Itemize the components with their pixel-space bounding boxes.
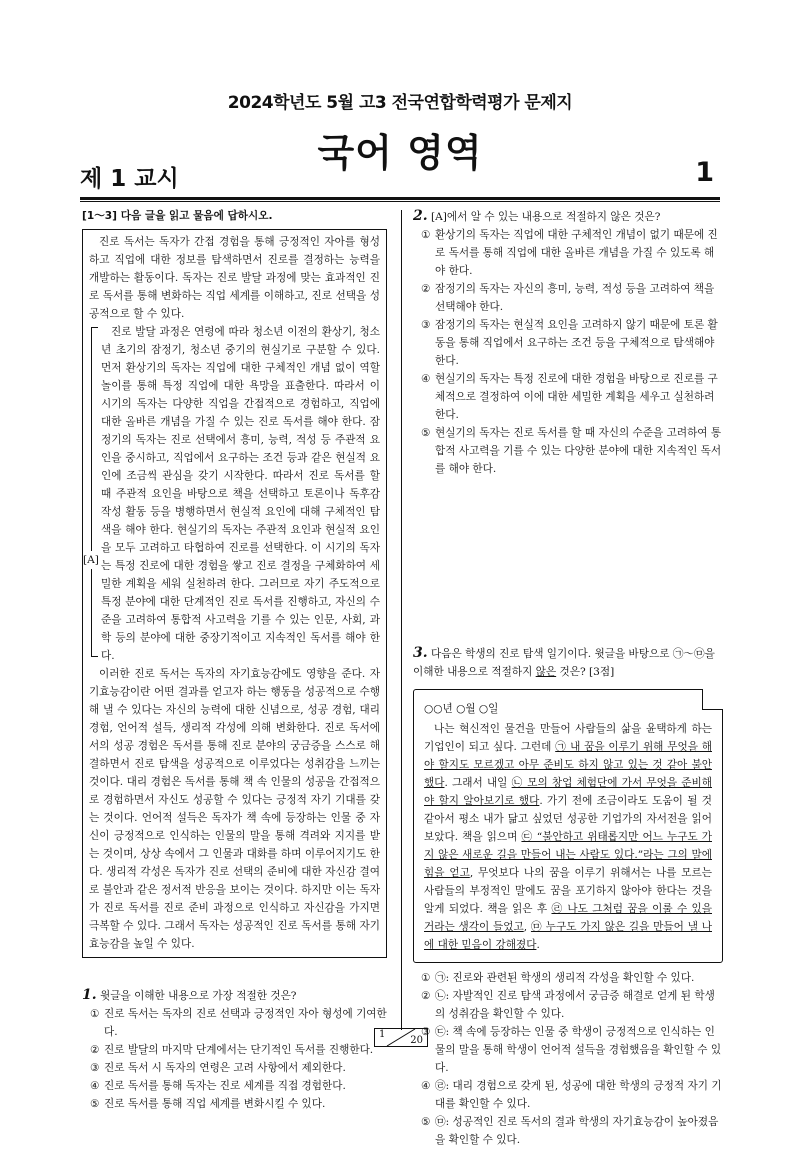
q3-option-3-mark: ③ (421, 1026, 431, 1038)
header-rule-thin (80, 201, 720, 202)
q2-option-3[interactable] (413, 316, 723, 370)
q1-option-1-mark: ① (90, 1008, 100, 1020)
q2-option-1[interactable] (413, 226, 723, 280)
question-1-stem: 윗글을 이해한 내용으로 가장 적절한 것은? (100, 990, 297, 1002)
section-a-label: [A] (83, 551, 99, 569)
column-divider (401, 210, 402, 1030)
question-2-number: 2. (413, 208, 428, 224)
q3-option-2-mark: ② (421, 990, 431, 1002)
question-2 (413, 207, 723, 478)
q3-option-5[interactable] (413, 1113, 723, 1149)
q1-option-1[interactable] (82, 1005, 387, 1041)
q1-option-2-text: 진로 발달의 마지막 단계에서는 단기적인 독서를 진행한다. (104, 1044, 374, 1056)
question-3-stem-a: 다음은 학생의 진로 탐색 일기이다. 윗글을 바탕으로 ㉠～㉤을 이해한 내용으로 적절하지 (413, 648, 715, 678)
q1-option-2-mark: ② (90, 1044, 100, 1056)
q2-option-5-text: 현실기의 독자는 진로 독서를 할 때 자신의 수준을 고려하여 통합적 사고력을 기를 수 있는 다양한 분야에 대한 지속적인 독서를 해야 한다. (435, 427, 722, 475)
q2-option-2-mark: ② (421, 283, 431, 295)
reading-passage (82, 229, 387, 958)
diary-underline-a: ㉠ 내 꿈을 이루기 위해 무엇을 해야 할지도 모르겠고 아무 준비도 하지 않고 있는 것 같아 불안했다 (424, 741, 712, 789)
passage-paragraph-1: 진로 독서는 독자가 간접 경험을 통해 긍정적인 자아를 형성하고 직업에 대한 정보를 탐색하면서 진로를 결정하는 능력을 개발하는 활동이다. 독자는 진로 발달 과정에 맞는 효과적인 진로 독서를 통해 변화하는 직업 세계를 이해하고, 진로 선택을 성공적으로 할 수 있다. (89, 236, 380, 320)
q3-option-5-text: ㉤: 성공적인 진로 독서의 결과 학생의 자기효능감이 높아졌음을 확인할 수 있다. (435, 1116, 719, 1146)
diary-text-4: , 무엇보다 나의 꿈을 이루기 위해서는 나를 모르는 사람들의 부정적인 말에도 꿈을 포기하지 않아야 한다는 것을 알게 되었다. 책을 읽은 후 (424, 867, 712, 915)
q3-option-5-mark: ⑤ (421, 1116, 431, 1128)
q1-option-4-mark: ④ (90, 1080, 100, 1092)
page-indicator (374, 1028, 428, 1047)
q2-option-1-mark: ① (421, 229, 431, 241)
q2-option-3-mark: ③ (421, 319, 431, 331)
q3-option-2-text: ㉡: 자발적인 진로 탐색 과정에서 궁금증 해결로 얻게 된 학생의 성취감을 확인할 수 있다. (435, 990, 715, 1020)
q2-option-4-text: 현실기의 독자는 특정 진로에 대한 경험을 바탕으로 진로를 구체적으로 결정하여 이에 대한 세밀한 계획을 세우고 실천하려 한다. (435, 373, 718, 421)
passage-paragraph-3: 이러한 진로 독서는 독자의 자기효능감에도 영향을 준다. 자기효능감이란 어떤 결과를 얻고자 하는 행동을 성공적으로 수행해 낼 수 있다는 자신의 능력에 대한 신념으로, 성공 경험, 대리 경험, 언어적 설득, 생리적 각성에 의해 변화한다. 진로 독서에서의 성공 경험은 독서를 통해 진로 분야의 궁금증을 스스로 해결하면서 진로 탐색을 성공적으로 이루었다는 성취감을 느끼는 것이다. 대리 경험은 독서를 통해 책 속 인물의 성공을 간접적으로 경험하면서 자신도 성공할 수 있다는 긍정적 자기 기대를 갖는 것이다. 언어적 설득은 독자가 책 속에 등장하는 인물 중 자신이 긍정적으로 인식하는 인물의 말을 통해 격려와 지지를 받는 것이며, 상상 속에서 그 인물과 대화를 하며 이루어지기도 한다. 생리적 각성은 독자가 진로 선택의 준비에 대한 자신감 결여로 불안과 같은 정서적 반응을 보이는 것이다. 하지만 이는 독자가 진로 독서를 진로 준비 과정으로 인식하고 자신감을 가지면 극복할 수 있다. 그래서 독자는 성공적인 진로 독서를 통해 자기효능감을 높일 수 있다. (89, 668, 380, 950)
period-label: 제 1 교시 (80, 166, 179, 192)
question-1 (82, 986, 387, 1113)
q3-option-4-mark: ④ (421, 1080, 431, 1092)
question-3 (413, 644, 723, 1149)
diary-text-1: 나는 혁신적인 물건을 만들어 사람들의 삶을 윤택하게 하는 기업인이 되고 싶다. 그런데 (424, 723, 712, 753)
q3-option-4[interactable] (413, 1077, 723, 1113)
q2-option-5[interactable] (413, 424, 723, 478)
diary-underline-d: ㉣ 나도 그처럼 꿈을 이룰 수 있을 거라는 생각이 들었고 (424, 903, 712, 933)
q2-option-2-text: 잠정기의 독자는 자신의 흥미, 능력, 적성 등을 고려하여 책을 선택해야 한다. (435, 283, 715, 313)
exam-title: 국어 영역 (317, 131, 483, 175)
q2-option-5-mark: ⑤ (421, 427, 431, 439)
diary-date: ○○년 ○월 ○일 (424, 703, 499, 715)
page-indicator-total: 20 (410, 1035, 423, 1046)
q1-option-3-text: 진로 독서 시 독자의 연령은 고려 사항에서 제외한다. (104, 1062, 346, 1074)
q1-option-5[interactable] (82, 1095, 387, 1113)
q1-option-5-mark: ⑤ (90, 1098, 100, 1110)
q3-option-2[interactable] (413, 987, 723, 1023)
diary-underline-c: ㉢ “불안하고 위태롭지만 어느 누구도 가지 않은 새로운 길을 만들어 내는 사람도 있다.”라는 그의 말에 힘을 얻고 (424, 831, 712, 879)
q1-option-3[interactable] (82, 1059, 387, 1077)
left-column (82, 207, 387, 1113)
diary-text-2: . 그래서 내일 (444, 777, 512, 789)
q1-option-3-mark: ③ (90, 1062, 100, 1074)
right-column (413, 207, 723, 1149)
q1-option-5-text: 진로 독서를 통해 직업 세계를 변화시킬 수 있다. (104, 1098, 326, 1110)
q3-option-3[interactable] (413, 1023, 723, 1077)
q2-option-4[interactable] (413, 370, 723, 424)
q3-option-3-text: ㉢: 책 속에 등장하는 인물 중 학생이 긍정적으로 인식하는 인물의 말을 통해 학생이 언어적 설득을 경험했음을 확인할 수 있다. (435, 1026, 722, 1074)
q2-option-1-text: 환상기의 독자는 직업에 대한 구체적인 개념이 없기 때문에 진로 독서를 통해 직업에 대한 올바른 개념을 가질 수 있도록 해야 한다. (435, 229, 718, 277)
diary-text-3: . 가기 전에 조금이라도 도움이 될 것 같아서 평소 내가 닮고 싶었던 성공한 기업가의 자서전을 읽어 보았다. 책을 읽으며 (424, 795, 712, 843)
question-3-stem-negation: 않은 (535, 666, 557, 678)
question-3-stem-b: 것은? [3점] (556, 666, 615, 678)
q1-option-4-text: 진로 독서를 통해 독자는 진로 세계를 직접 경험한다. (104, 1080, 346, 1092)
diary-underline-e: ㉤ 누구도 가지 않은 길을 만들어 낼 나에 대한 믿음이 강해졌다 (424, 921, 712, 951)
q1-option-4[interactable] (82, 1077, 387, 1095)
q3-option-1-text: ㉠: 진로와 관련된 학생의 생리적 각성을 확인할 수 있다. (435, 972, 695, 984)
q1-option-1-text: 진로 독서는 독자의 진로 선택과 긍정적인 자아 형성에 기여한다. (104, 1008, 387, 1038)
q2-option-3-text: 잠정기의 독자는 현실적 요인을 고려하지 않기 때문에 토론 활동을 통해 직업에서 요구하는 조건 등을 구체적으로 탐색해야 한다. (435, 319, 718, 367)
page-number: 1 (695, 157, 714, 188)
header-rule-thick (80, 197, 720, 200)
q3-option-1[interactable] (413, 969, 723, 987)
question-3-number: 3. (413, 645, 428, 661)
diary-text-5: , (523, 921, 531, 933)
student-diary-box (413, 689, 723, 963)
diary-body (424, 720, 712, 954)
q3-option-4-text: ㉣: 대리 경험으로 갖게 된, 성공에 대한 학생의 긍정적 자기 기대를 확인할 수 있다. (435, 1080, 722, 1110)
passage-paragraph-a: 진로 발달 과정은 연령에 따라 청소년 이전의 환상기, 청소년 초기의 잠정기, 청소년 중기의 현실기로 구분할 수 있다. 먼저 환상기의 독자는 직업에 대한 구체적인 개념 없이 역할놀이를 통해 특정 직업에 대한 욕망을 표출한다. 따라서 이 시기의 독자는 다양한 직업을 간접적으로 경험하고, 직업에 대한 올바른 개념을 가질 수 있는 진로 독서를 해야 한다. 잠정기의 독자는 진로 선택에서 흥미, 능력, 적성 등 주관적 요인을 중시하고, 직업에서 요구하는 조건 등과 같은 현실적 요인에 조금씩 관심을 갖기 시작한다. 따라서 진로 독서를 할 때 주관적 요인을 바탕으로 책을 선택하고 토론이나 독후감 작성 활동 등을 병행하면서 현실적 요인에 대해 구체적인 탐색을 해야 한다. 현실기의 독자는 주관적 요인과 현실적 요인을 모두 고려하고 타협하여 진로를 선택한다. 이 시기의 독자는 특정 진로에 대한 경험을 쌓고 진로 결정을 구체화하여 세밀한 계획을 세워 실천하려 한다. 그러므로 자기 주도적으로 특정 분야에 대한 단계적인 진로 독서를 진행하고, 자신의 수준을 고려하여 통합적 사고력을 기를 수 있는 인문, 사회, 과학 등의 분야에 대한 중장기적이고 지속적인 독서를 해야 한다. (101, 326, 380, 662)
page-indicator-current: 1 (379, 1029, 386, 1040)
instruction: [1～3] 다음 글을 읽고 물음에 답하시오. (82, 210, 273, 222)
q3-option-1-mark: ① (421, 972, 431, 984)
diary-underline-b: ㉡ 모의 창업 체험단에 가서 무엇을 준비해야 할지 알아보기로 했다 (424, 777, 712, 807)
diary-page-fold (702, 689, 723, 710)
passage-section-a (83, 323, 380, 665)
question-1-number: 1. (82, 987, 97, 1003)
q1-option-2[interactable] (82, 1041, 387, 1059)
q2-option-2[interactable] (413, 280, 723, 316)
section-a-bracket (91, 327, 98, 657)
exam-subtitle: 2024학년도 5월 고3 전국연합학력평가 문제지 (227, 93, 573, 113)
q2-option-4-mark: ④ (421, 373, 431, 385)
diary-text-6: . (536, 939, 540, 951)
question-2-stem: [A]에서 알 수 있는 내용으로 적절하지 않은 것은? (431, 211, 661, 223)
